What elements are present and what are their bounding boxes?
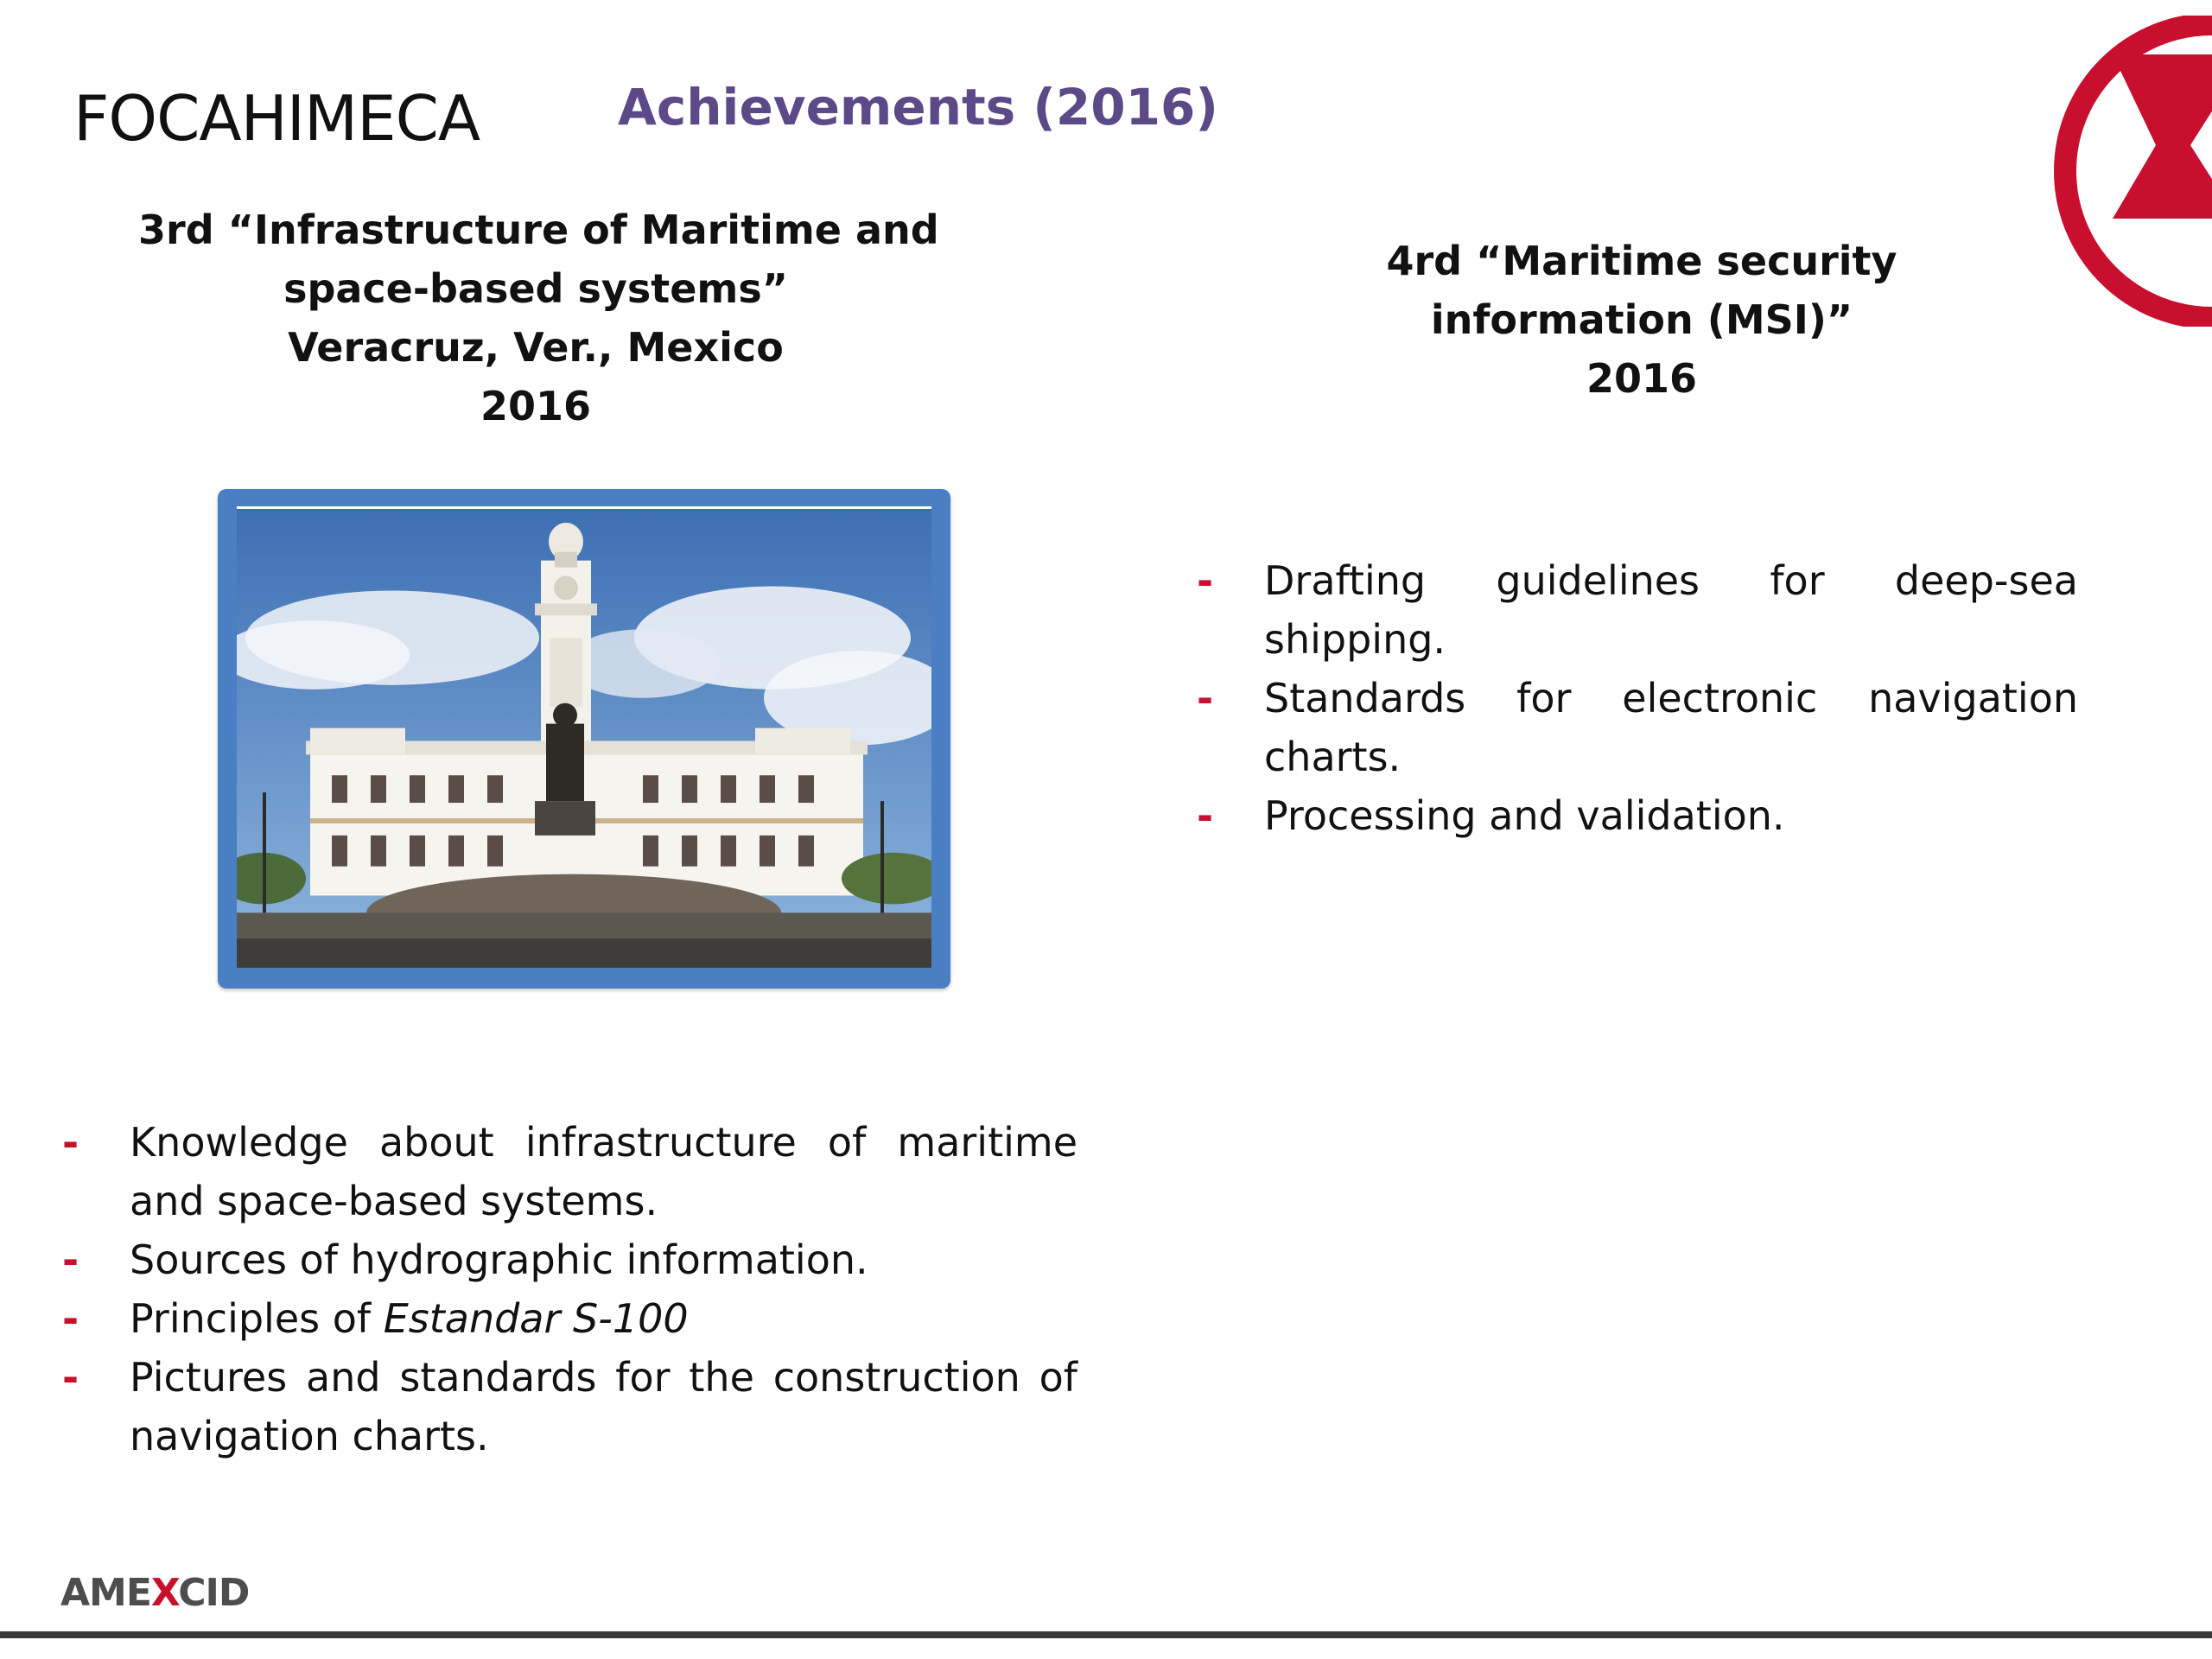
logo-text: CID (178, 1571, 250, 1615)
photo-frame (218, 489, 950, 988)
heading-line: information (MSI)” (1430, 296, 1853, 343)
bullet-text: Principles of (130, 1295, 384, 1342)
corner-emblem-icon (2013, 16, 2212, 327)
list-item (62, 1289, 1077, 1348)
bullet-dash: - (1197, 675, 1214, 721)
bullet-text: Pictures and standards for the construction of navigation charts. (130, 1354, 1077, 1459)
bullet-dash: - (1197, 792, 1214, 839)
heading-line: 3rd “Infrastructure of Maritime and (138, 207, 939, 253)
bullet-dash: - (62, 1354, 79, 1401)
list-item (62, 1113, 1077, 1230)
heading-line: 2016 (1586, 355, 1698, 402)
bullet-dash: - (62, 1236, 79, 1283)
logo-x-mark: X (150, 1571, 179, 1615)
list-item (1197, 669, 2078, 786)
bullet-dash: - (62, 1119, 79, 1166)
heading-line: Veracruz, Ver., Mexico (288, 324, 784, 371)
bullet-text-italic: Estandar S-100 (383, 1295, 689, 1342)
list-item (1197, 786, 2078, 845)
bullet-text: Knowledge about infrastructure of maritime and space-based systems. (130, 1119, 1077, 1224)
right-event-heading (1296, 232, 1987, 408)
bullet-dash: - (1197, 557, 1214, 604)
list-item (1197, 551, 2078, 669)
amexcid-logo (60, 1571, 249, 1615)
right-bullet-list (1197, 551, 2078, 845)
heading-line: space-based systems” (283, 265, 788, 312)
logo-text: AME (60, 1571, 151, 1615)
bullet-text: Processing and validation. (1264, 792, 1785, 839)
heading-line: 4rd “Maritime security (1386, 238, 1897, 284)
bullet-dash: - (62, 1295, 79, 1342)
building-photo-icon (237, 506, 931, 968)
bullet-text: Drafting guidelines for deep-sea shipping. (1264, 557, 2078, 663)
list-item (62, 1230, 1077, 1289)
bullet-text: Standards for electronic navigation charts. (1264, 675, 2078, 780)
left-bullet-list (62, 1113, 1077, 1465)
left-event-heading (138, 200, 939, 435)
bullet-text: Sources of hydrographic information. (130, 1236, 868, 1283)
list-item (62, 1348, 1077, 1465)
organization-name: FOCAHIMECA (73, 82, 480, 155)
slide-title: Achievements (2016) (618, 78, 1218, 137)
heading-line: 2016 (480, 383, 592, 429)
footer-divider (0, 1631, 2212, 1638)
